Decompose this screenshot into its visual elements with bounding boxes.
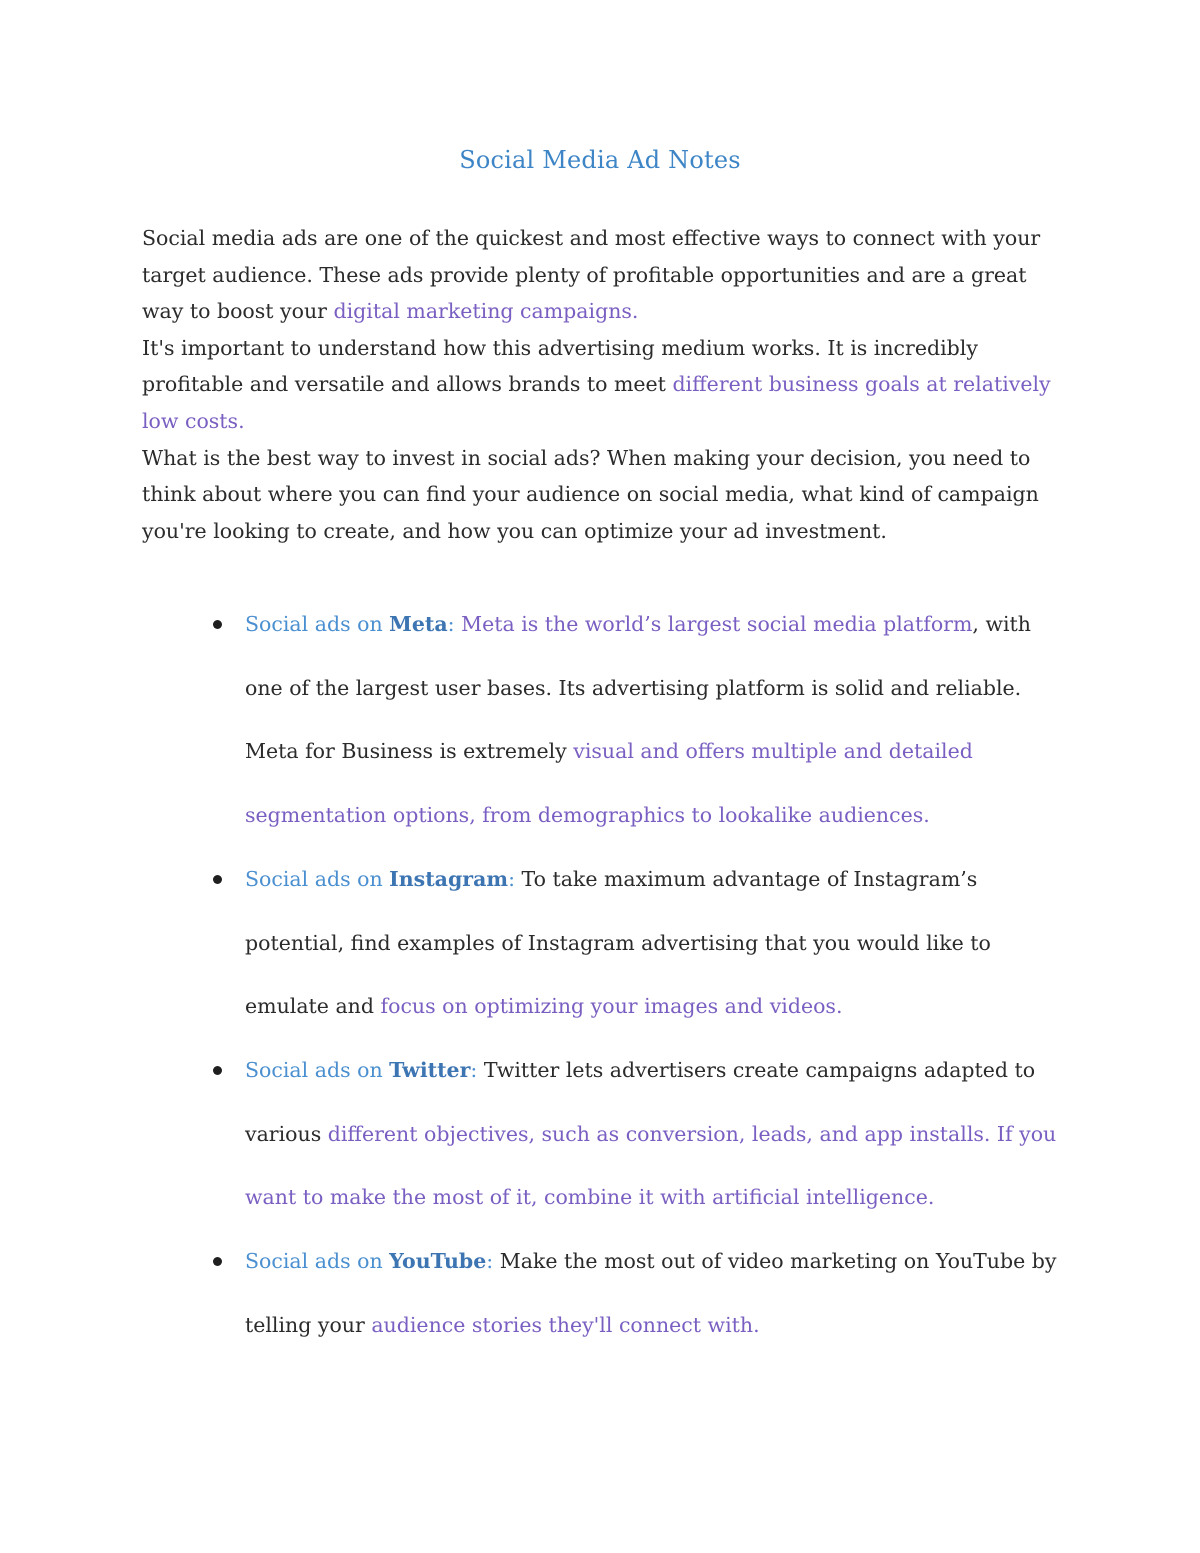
inline-link[interactable]: focus on optimizing your images and videos. <box>380 994 843 1019</box>
intro-paragraph-3: What is the best way to invest in social ads? When making your decision, you need to think about where you can find your audience on social media, what kind of campaign you're looking to create, and how you can optimize your ad investment. <box>142 445 1039 543</box>
bullet-text: , with one of the largest user bases. Its advertising platform is solid and reliable. Meta for Business is extremely <box>245 612 1031 764</box>
bullet-colon: : <box>486 1249 500 1274</box>
bullet-text: Twitter lets advertisers create campaigns adapted to various <box>245 1057 1036 1146</box>
bullet-prefix[interactable]: Social ads on <box>245 1249 390 1274</box>
bullet-colon: : <box>470 1057 484 1082</box>
document-title: Social Media Ad Notes <box>459 146 741 174</box>
platform-name[interactable]: Instagram <box>389 866 509 891</box>
intro-paragraph-2 <box>142 330 1062 440</box>
platform-name[interactable]: Meta <box>389 612 448 636</box>
bullet-prefix[interactable]: Social ads on <box>245 866 390 891</box>
list-item <box>245 848 1075 1039</box>
bullet-dot-icon <box>213 875 222 884</box>
bullet-colon: : <box>447 612 462 636</box>
platform-bullet-list <box>245 593 1075 1357</box>
inline-link[interactable]: Meta is the world’s largest social media platform <box>461 612 973 636</box>
bullet-prefix[interactable]: Social ads on <box>245 612 390 636</box>
intro-paragraph-2-text: It's important to understand how this advertising medium works. It is incredibly profitable and versatile and allows brands to meet <box>142 335 978 397</box>
intro-paragraph-1 <box>142 220 1062 330</box>
bullet-text: To take maximum advantage of Instagram’s potential, find examples of Instagram advertising that you would like to emulate and <box>245 866 991 1019</box>
inline-link[interactable]: different objectives, such as conversion, leads, and app installs. If you want to make the most of it, combine it with artificial intelligence. <box>245 1121 1057 1210</box>
inline-link[interactable]: visual and offers multiple and detailed segmentation options, from demographics to lookalike audiences. <box>245 739 973 828</box>
list-item <box>245 1230 1075 1357</box>
bullet-dot-icon <box>213 1257 222 1266</box>
bullet-dot-icon <box>213 620 222 629</box>
intro-section <box>142 220 1062 549</box>
digital-marketing-link[interactable]: digital marketing campaigns. <box>333 299 639 324</box>
list-item <box>245 593 1075 848</box>
inline-link[interactable]: audience stories they'll connect with. <box>371 1312 760 1337</box>
bullet-colon: : <box>508 866 522 891</box>
list-item <box>245 1039 1075 1230</box>
business-goals-link[interactable]: different business goals at relatively low costs. <box>142 372 1051 433</box>
intro-paragraph-1-text: Social media ads are one of the quickest and most effective ways to connect with your target audience. These ads provide plenty of profitable opportunities and are a great way to boost your <box>142 226 1041 324</box>
platform-name[interactable]: YouTube <box>389 1249 487 1274</box>
bullet-text: Make the most out of video marketing on YouTube by telling your <box>245 1249 1057 1337</box>
bullet-prefix[interactable]: Social ads on <box>245 1057 390 1082</box>
bullet-dot-icon <box>213 1066 222 1075</box>
platform-name[interactable]: Twitter <box>389 1057 471 1082</box>
